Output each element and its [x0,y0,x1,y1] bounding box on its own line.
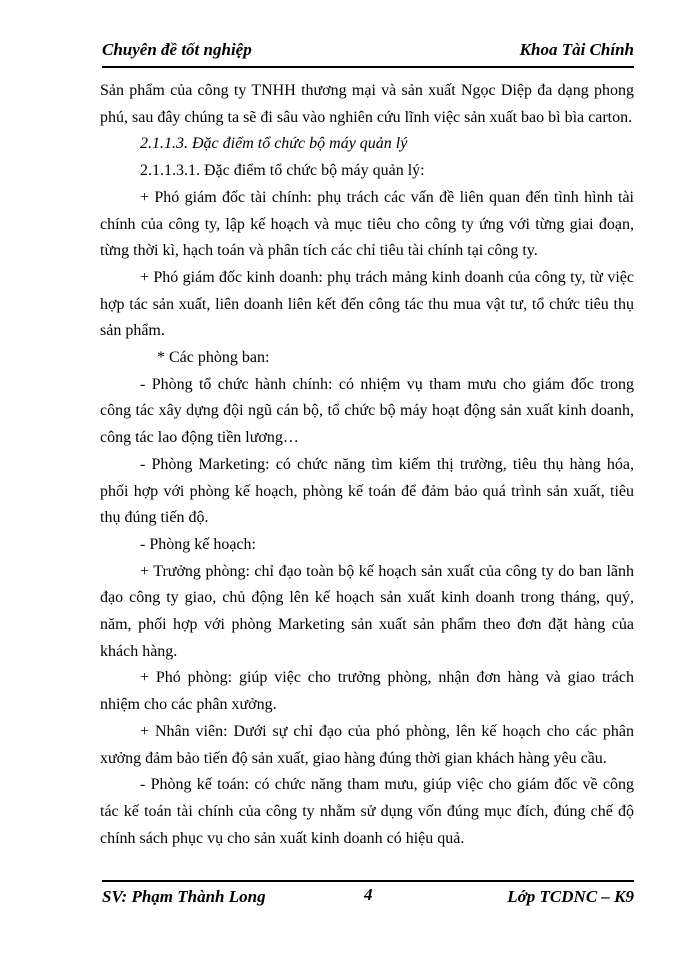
footer-student: SV: Phạm Thành Long [102,887,266,906]
page-number: 4 [364,885,373,904]
paragraph-finance-deputy: + Phó giám đốc tài chính: phụ trách các vấn đề liên quan đến tình hình tài chính của công ty, lập kế hoạch và mục tiêu cho công ty ứng với từng giai đoạn, từng thời kì, hạch toán và phân tích các chỉ tiêu tài chính tại công ty. [100,188,634,260]
page-header [102,40,634,68]
paragraph-accounting-dept: - Phòng kế toán: có chức năng tham mưu, giúp việc cho giám đốc về công tác kế toán tài chính của công ty nhằm sử dụng vốn đúng mục đích, đúng chế độ chính sách phục vụ cho sản xuất kinh doanh có hiệu quả. [100,776,634,847]
header-title: Chuyên đề tốt nghiệp [102,40,252,59]
departments-heading: * Các phòng ban: [157,349,270,367]
paragraph-admin-dept: - Phòng tổ chức hành chính: có nhiệm vụ tham mưu cho giám đốc trong công tác xây dựng đội ngũ cán bộ, tổ chức bộ máy hoạt động sản xuất kinh doanh, công tác lao động tiền lương… [100,375,634,447]
paragraph-planning-deputy: + Phó phòng: giúp việc cho trưởng phòng, nhận đơn hàng và giao trách nhiệm cho các phân xưởng. [100,669,634,714]
paragraph-planning-head: + Trưởng phòng: chỉ đạo toàn bộ kế hoạch sản xuất của công ty do ban lãnh đạo công ty giao, chủ động lên kế hoạch sản xuất kinh doanh trong tháng, quý, năm, phối hợp với phòng Marketing sản xuất sản phẩm theo đơn đặt hàng của khách hàng. [100,562,634,660]
section-heading: 2.1.1.3. Đặc điểm tổ chức bộ máy quản lý [140,135,408,153]
paragraph-planning-staff: + Nhân viên: Dưới sự chỉ đạo của phó phòng, lên kế hoạch cho các phân xưởng đảm bảo tiến độ sản xuất, giao hàng đúng thời gian khách hàng yêu cầu. [100,722,634,767]
subsection-heading: 2.1.1.3.1. Đặc điểm tổ chức bộ máy quản lý: [140,162,425,180]
page-footer [102,880,634,908]
paragraph-intro: Sản phẩm của công ty TNHH thương mại và sản xuất Ngọc Diệp đa dạng phong phú, sau đây chúng ta sẽ đi sâu vào nghiên cứu lĩnh việc sản xuất bao bì bìa carton. [100,82,634,126]
paragraph-business-deputy: + Phó giám đốc kinh doanh: phụ trách mảng kinh doanh của công ty, từ việc hợp tác sản xuất, liên doanh liên kết đến công tác thu mua vật tư, tổ chức tiêu thụ sản phẩm. [100,268,634,340]
footer-class: Lớp TCDNC – K9 [507,887,634,906]
planning-dept-heading: - Phòng kế hoạch: [140,535,256,553]
header-department: Khoa Tài Chính [519,40,634,59]
paragraph-marketing-dept: - Phòng Marketing: có chức năng tìm kiếm thị trường, tiêu thụ hàng hóa, phối hợp với phòng kế hoạch, phòng kế toán để đảm bảo quá trình sản xuất, tiêu thụ đúng tiến độ. [100,455,634,527]
page-content [100,78,634,852]
